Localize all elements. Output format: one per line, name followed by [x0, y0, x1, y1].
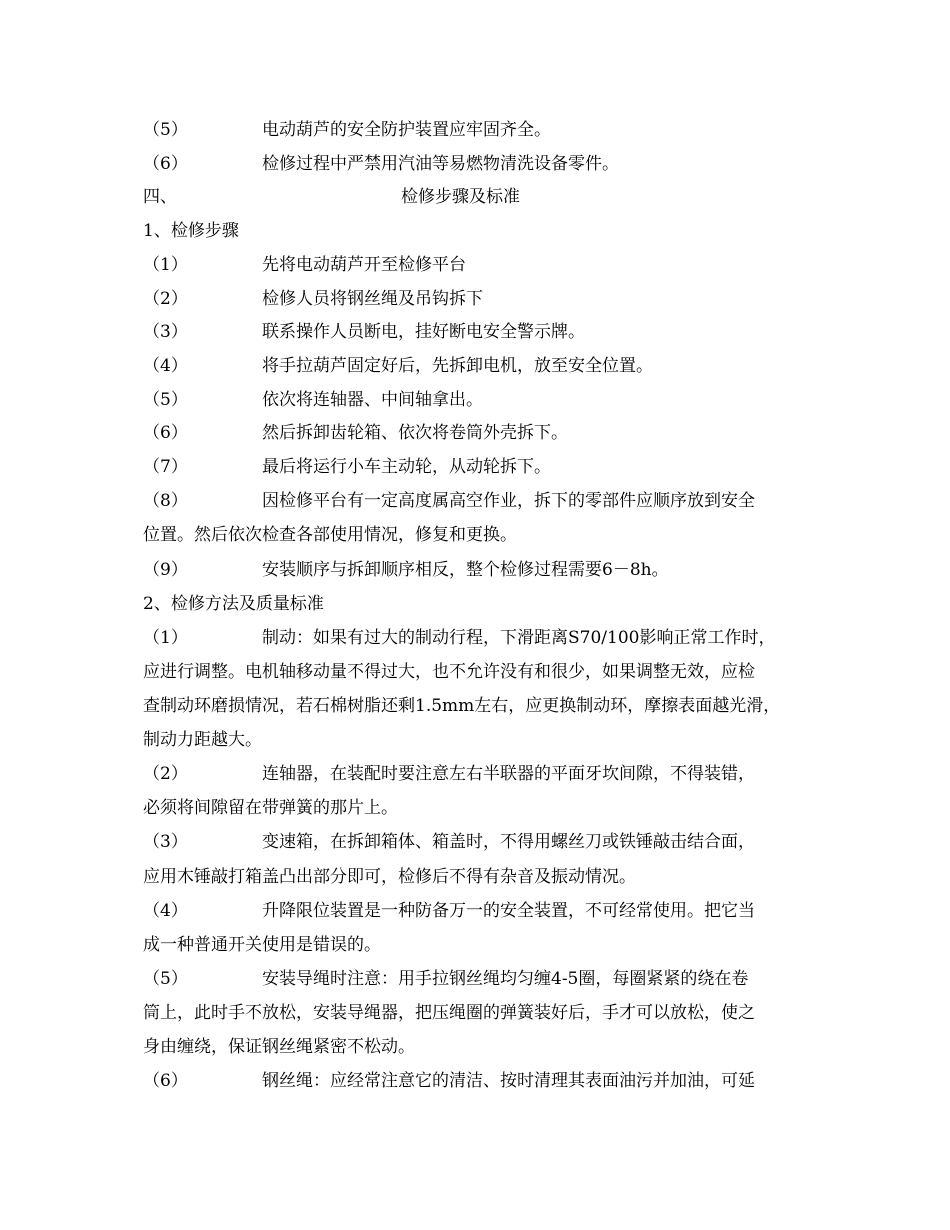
continuation-line: [0, 998, 950, 1028]
continuation-line: [0, 520, 950, 550]
item-number: （2）: [143, 289, 188, 309]
item-text: 安装导绳时注意：用手拉钢丝绳均匀缠4-5圈，每圈紧紧的绕在卷: [262, 969, 749, 989]
list-item: [0, 351, 950, 381]
item-number: （5）: [143, 120, 188, 140]
continuation-line: [0, 657, 950, 687]
item-number: （1）: [143, 255, 188, 275]
item-text-continued: 必须将间隙留在带弹簧的那片上。: [143, 798, 398, 818]
list-item: [0, 149, 950, 179]
item-number: （4）: [143, 901, 188, 921]
item-number: （9）: [143, 560, 188, 580]
item-text-continued: 查制动环磨损情况，若石棉树脂还剩1.5mm左右，应更换制动环，摩擦表面越光滑，: [143, 696, 781, 716]
list-item: [0, 385, 950, 415]
item-text: 联系操作人员断电，挂好断电安全警示牌。: [262, 322, 585, 342]
item-number: （8）: [143, 491, 188, 511]
section-title: 检修步骤及标准: [401, 187, 520, 207]
item-number: （5）: [143, 969, 188, 989]
list-item: [0, 452, 950, 482]
list-item: [0, 1066, 950, 1096]
item-text-continued: 应进行调整。电机轴移动量不得过大，也不允许没有和很少，如果调整无效，应检: [143, 662, 755, 682]
list-item: [0, 317, 950, 347]
list-item: [0, 250, 950, 280]
list-item: [0, 964, 950, 994]
item-text-continued: 身由缠绕，保证钢丝绳紧密不松动。: [143, 1037, 415, 1057]
item-number: （6）: [143, 423, 188, 443]
item-number: （1）: [143, 628, 188, 648]
item-text: 因检修平台有一定高度属高空作业，拆下的零部件应顺序放到安全: [262, 491, 755, 511]
item-number: （2）: [143, 764, 188, 784]
item-text-continued: 位置。然后依次检查各部使用情况，修复和更换。: [143, 525, 517, 545]
list-item: [0, 759, 950, 789]
item-number: （4）: [143, 356, 188, 376]
item-number: （3）: [143, 832, 188, 852]
item-text-continued: 制动力距越大。: [143, 730, 262, 750]
item-text: 先将电动葫芦开至检修平台: [262, 255, 466, 275]
list-item: [0, 486, 950, 516]
list-item: [0, 827, 950, 857]
item-text: 钢丝绳：应经常注意它的清洁、按时清理其表面油污并加油，可延: [262, 1071, 755, 1091]
subsection-heading: [0, 589, 950, 619]
list-item: [0, 896, 950, 926]
item-number: （6）: [143, 154, 188, 174]
list-item: [0, 418, 950, 448]
item-text-continued: 应用木锤敲打箱盖凸出部分即可，检修后不得有杂音及振动情况。: [143, 867, 636, 887]
section-number: 四、: [143, 187, 177, 207]
subsection-title: 1、检修步骤: [143, 221, 239, 241]
item-text: 然后拆卸齿轮箱、依次将卷筒外壳拆下。: [262, 423, 568, 443]
continuation-line: [0, 862, 950, 892]
item-text: 安装顺序与拆卸顺序相反，整个检修过程需要6－8h。: [262, 560, 669, 580]
item-number: （7）: [143, 457, 188, 477]
section-heading: [0, 182, 950, 212]
continuation-line: [0, 691, 950, 721]
item-text: 连轴器，在装配时要注意左右半联器的平面牙坎间隙，不得装错，: [262, 764, 755, 784]
item-text: 电动葫芦的安全防护装置应牢固齐全。: [262, 120, 551, 140]
subsection-title: 2、检修方法及质量标准: [143, 594, 324, 614]
item-text: 升降限位装置是一种防备万一的安全装置，不可经常使用。把它当: [262, 901, 755, 921]
item-number: （5）: [143, 390, 188, 410]
list-item: [0, 623, 950, 653]
item-text: 依次将连轴器、中间轴拿出。: [262, 390, 483, 410]
list-item: [0, 115, 950, 145]
item-text: 检修过程中严禁用汽油等易燃物清洗设备零件。: [262, 154, 619, 174]
continuation-line: [0, 725, 950, 755]
item-text-continued: 筒上，此时手不放松，安装导绳器，把压绳圈的弹簧装好后，手才可以放松，使之: [143, 1003, 755, 1023]
continuation-line: [0, 793, 950, 823]
item-number: （6）: [143, 1071, 188, 1091]
continuation-line: [0, 1032, 950, 1062]
list-item: [0, 284, 950, 314]
item-text: 制动：如果有过大的制动行程，下滑距离S70/100影响正常工作时，: [262, 628, 776, 648]
item-text: 检修人员将钢丝绳及吊钩拆下: [262, 289, 483, 309]
item-number: （3）: [143, 322, 188, 342]
item-text: 变速箱，在拆卸箱体、箱盖时，不得用螺丝刀或铁锤敲击结合面，: [262, 832, 755, 852]
item-text: 最后将运行小车主动轮，从动轮拆下。: [262, 457, 551, 477]
list-item: [0, 555, 950, 585]
item-text: 将手拉葫芦固定好后，先拆卸电机，放至安全位置。: [262, 356, 653, 376]
item-text-continued: 成一种普通开关使用是错误的。: [143, 935, 381, 955]
continuation-line: [0, 930, 950, 960]
subsection-heading: [0, 216, 950, 246]
